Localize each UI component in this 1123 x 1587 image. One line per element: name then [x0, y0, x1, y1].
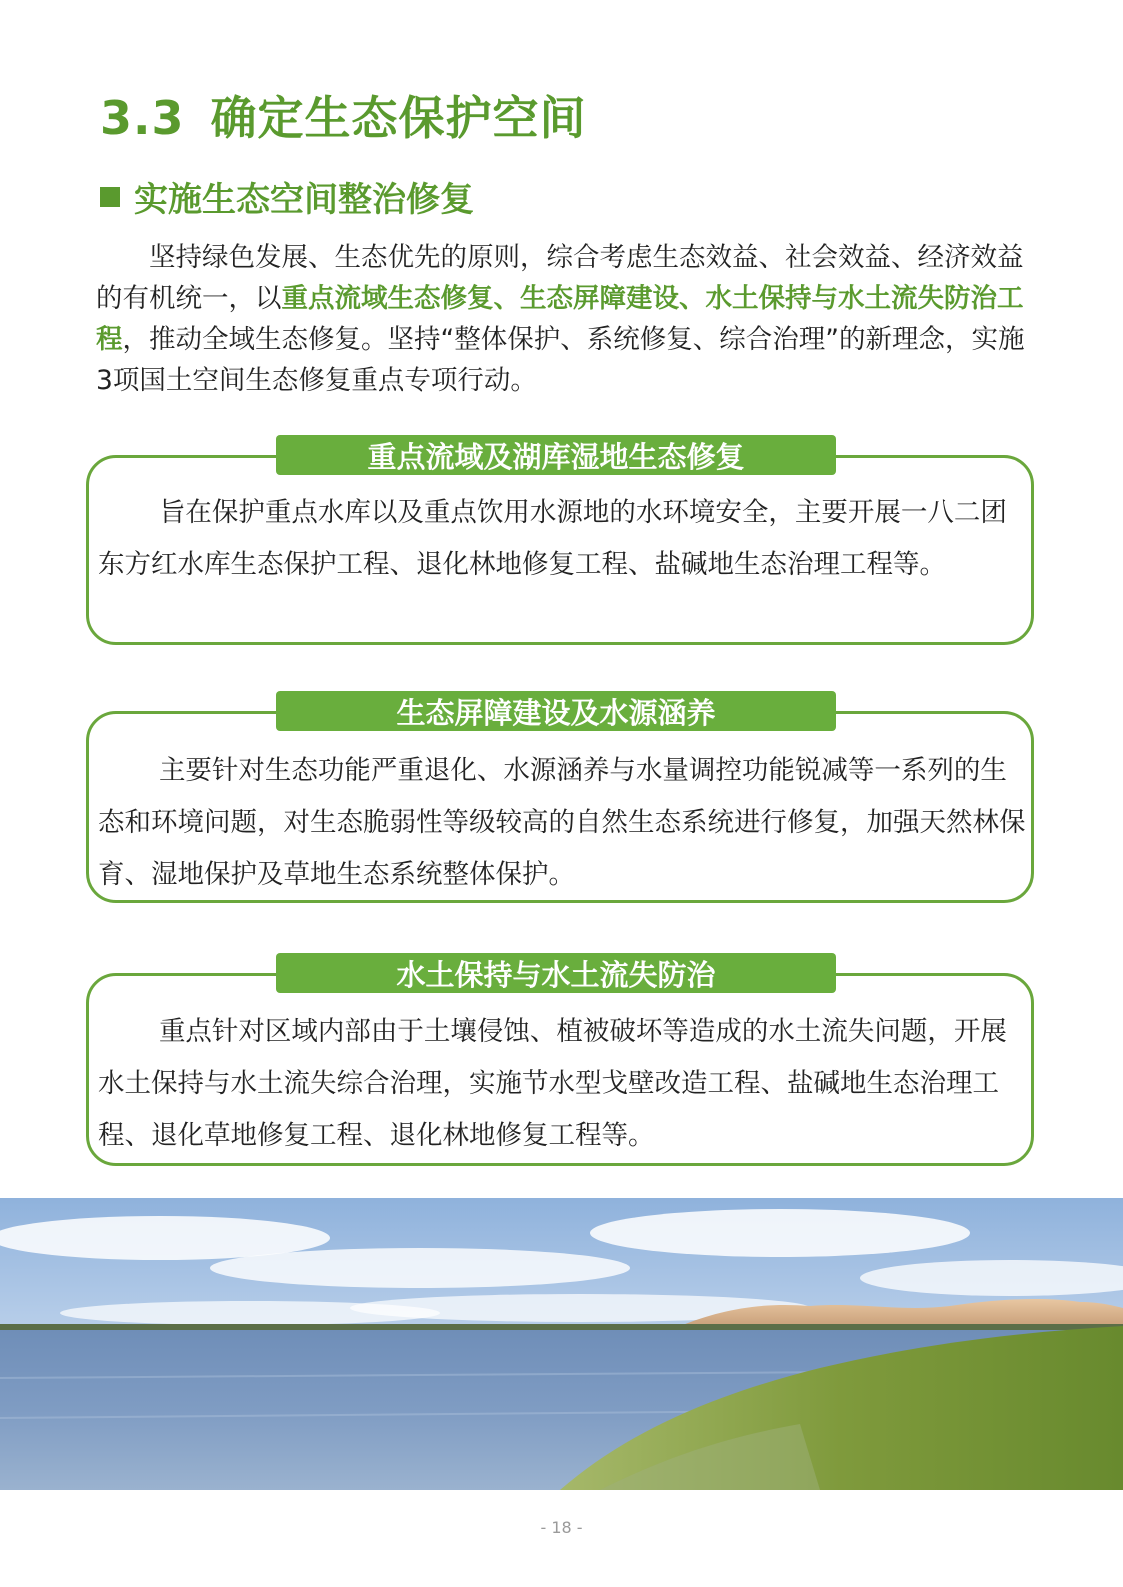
section-title: [100, 82, 587, 148]
subheading: [100, 172, 474, 221]
info-box-3-title: 水土保持与水土流失防治: [276, 953, 836, 993]
info-box-2-text: 主要针对生态功能严重退化、水源涵养与水量调控功能锐减等一系列的生态和环境问题，对生态脆弱性等级较高的自然生态系统进行修复，加强天然林保育、湿地保护及草地生态系统整体保护。: [98, 755, 1026, 890]
square-bullet-icon: [100, 187, 120, 207]
section-number: 3.3: [100, 91, 185, 145]
section-title-text: 确定生态保护空间: [210, 91, 587, 145]
intro-paragraph: [96, 237, 1031, 401]
lake-landscape-photo: [0, 1198, 1123, 1490]
info-box-1-title: 重点流域及湖库湿地生态修复: [276, 435, 836, 475]
info-box-1-text: 旨在保护重点水库以及重点饮用水源地的水环境安全，主要开展一八二团东方红水库生态保护工程、退化林地修复工程、盐碱地生态治理工程等。: [98, 497, 1007, 580]
subheading-text: 实施生态空间整治修复: [134, 180, 474, 220]
intro-highlight: 重点流域生态修复、生态屏障建设、水土保持与水土流失防治工程: [96, 283, 1024, 355]
intro-text-1: 坚持绿色发展、生态优先的原则，综合考虑生态效益、社会效益、经济效益的有机统一，以: [96, 242, 1024, 314]
info-box-3-text: 重点针对区域内部由于土壤侵蚀、植被破坏等造成的水土流失问题，开展水土保持与水土流失综合治理，实施节水型戈壁改造工程、盐碱地生态治理工程、退化草地修复工程、退化林地修复工程等。: [98, 1016, 1007, 1151]
page-number: - 18 -: [540, 1518, 583, 1537]
intro-text-2: ，推动全域生态修复。坚持“整体保护、系统修复、综合治理”的新理念，实施3项国土空间生态修复重点专项行动。: [96, 324, 1025, 396]
info-box-2-title: 生态屏障建设及水源涵养: [276, 691, 836, 731]
